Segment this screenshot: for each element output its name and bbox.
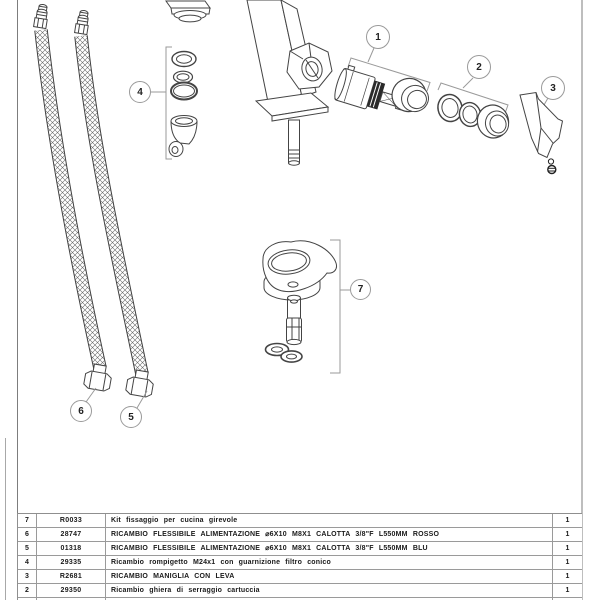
part-code: 29335 bbox=[37, 556, 106, 570]
part-position: 4 bbox=[18, 556, 37, 570]
part-description: RICAMBIO FLESSIBILE ALIMENTAZIONE ⌀6X10 M8X1 CALOTTA 3/8"F L550MM ROSSO bbox=[106, 528, 553, 542]
fixing-kit-group bbox=[263, 240, 350, 373]
cartridge-nut bbox=[388, 74, 432, 116]
part-description: Ricambio ghiera di serraggio cartuccia bbox=[106, 584, 553, 598]
part-code: 29350 bbox=[37, 584, 106, 598]
callout-7-label: 7 bbox=[357, 284, 364, 295]
callout-6 bbox=[70, 400, 92, 422]
handle-screw bbox=[548, 159, 556, 174]
callout-1 bbox=[366, 25, 390, 49]
part-code: 01318 bbox=[37, 542, 106, 556]
callout-6-label: 6 bbox=[78, 405, 84, 417]
parts-table bbox=[17, 513, 582, 600]
cartridge-group bbox=[332, 48, 431, 119]
table-row bbox=[18, 528, 582, 542]
part-code: 28747 bbox=[37, 528, 106, 542]
washers bbox=[266, 344, 303, 363]
table-row bbox=[18, 584, 582, 598]
callout-2-label: 2 bbox=[476, 61, 482, 73]
callout-5-label: 5 bbox=[128, 411, 134, 423]
part-quantity: 1 bbox=[553, 514, 582, 528]
table-row bbox=[18, 542, 582, 556]
leader-line-2 bbox=[463, 78, 473, 88]
table-row bbox=[18, 556, 582, 570]
part-quantity: 1 bbox=[553, 542, 582, 556]
part-description: RICAMBIO MANIGLIA CON LEVA bbox=[106, 570, 553, 584]
part-description: RICAMBIO FLESSIBILE ALIMENTAZIONE ⌀6X10 M8X1 CALOTTA 3/8"F L550MM BLU bbox=[106, 542, 553, 556]
callout-5 bbox=[120, 406, 142, 428]
leader-line-1 bbox=[368, 48, 374, 62]
hose-top-fitting bbox=[34, 4, 50, 29]
callout-7 bbox=[350, 279, 371, 300]
handle-group bbox=[520, 93, 563, 174]
threaded-rod bbox=[287, 295, 302, 344]
callout-2 bbox=[467, 55, 491, 79]
aerator-parts-group bbox=[151, 47, 197, 159]
locking-ring-group bbox=[435, 78, 512, 141]
callout-1-label: 1 bbox=[375, 31, 381, 43]
leader-line-6 bbox=[86, 388, 96, 402]
callout-3 bbox=[541, 76, 565, 100]
hose-top-fitting bbox=[75, 10, 91, 35]
part-description: Kit fissaggio per cucina girevole bbox=[106, 514, 553, 528]
base-pipe bbox=[289, 120, 300, 165]
part-position: 7 bbox=[18, 514, 37, 528]
table-row bbox=[18, 570, 582, 584]
part-description: Ricambio rompigetto M24x1 con guarnizione filtro conico bbox=[106, 556, 553, 570]
callout-4 bbox=[129, 81, 151, 103]
part-position: 6 bbox=[18, 528, 37, 542]
hose-hex-nut bbox=[125, 369, 155, 398]
cartridge-housing bbox=[287, 43, 332, 89]
filter-cone bbox=[169, 116, 197, 157]
part-code: R2681 bbox=[37, 570, 106, 584]
flexible-hose-blue bbox=[75, 10, 156, 398]
callout-4-label: 4 bbox=[137, 86, 143, 98]
callout-3-label: 3 bbox=[550, 82, 556, 94]
table-row bbox=[18, 514, 582, 528]
part-position: 3 bbox=[18, 570, 37, 584]
spout-end-piece bbox=[166, 1, 210, 22]
part-code: R0033 bbox=[37, 514, 106, 528]
part-position: 5 bbox=[18, 542, 37, 556]
part-quantity: 1 bbox=[553, 584, 582, 598]
group-bracket-4 bbox=[166, 47, 172, 159]
part-quantity: 1 bbox=[553, 556, 582, 570]
hose-hex-nut bbox=[83, 363, 113, 392]
part-position: 2 bbox=[18, 584, 37, 598]
part-quantity: 1 bbox=[553, 528, 582, 542]
part-quantity: 1 bbox=[553, 570, 582, 584]
